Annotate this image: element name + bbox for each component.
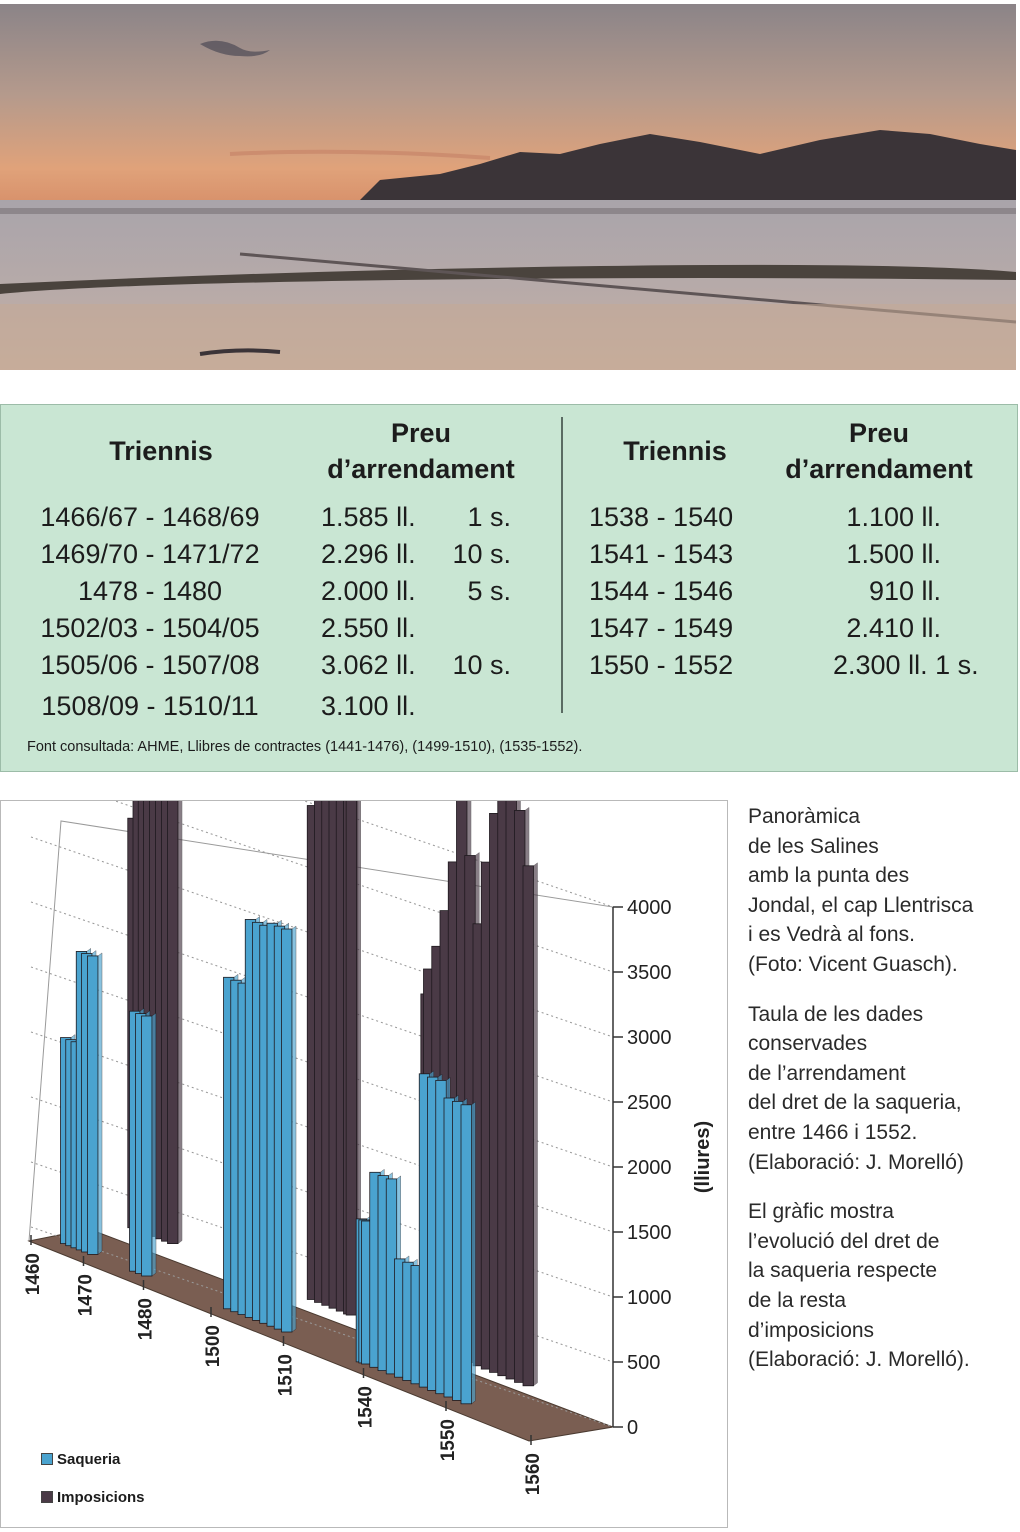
cell-ll: 2.550 ll. [321,613,416,643]
header-preu-right-line2: d’arrendament [785,454,973,484]
y-tick-label: 500 [627,1352,661,1374]
header-preu-left-line1: Preu [390,418,452,448]
cell-s: 1 s. [467,502,511,532]
bar-chart-3d [1,801,727,1527]
bar-saqueria [88,953,103,1254]
panorama-photo [0,4,1016,370]
cell-s: 5 s. [467,576,511,606]
chart-panel [0,800,728,1528]
cell-triennis: 1478 - 1480 [77,576,223,606]
cell-preu: 1.500 ll. [846,539,941,569]
arrendament-table [0,404,1018,772]
table-source-note: Font consultada: AHME, Llibres de contractes (1441-1476), (1499-1510), (1535-1552). [27,739,583,755]
y-tick-label: 3000 [627,1027,672,1049]
cell-triennis: 1547 - 1549 [589,613,734,643]
x-tick-label: 1480 [135,1298,157,1341]
cell-preu: 910 ll. [868,576,941,606]
cell-ll: 1.585 ll. [321,502,416,532]
cell-triennis: 1469/70 - 1471/72 [40,539,260,569]
cell-triennis: 1538 - 1540 [589,502,734,532]
y-tick-label: 0 [627,1417,639,1439]
cell-triennis: 1544 - 1546 [589,576,734,606]
captions [748,802,1016,1395]
cell-preu: 2.410 ll. [846,613,941,643]
cell-triennis: 1502/03 - 1504/05 [40,613,260,643]
y-tick-label: 4000 [627,897,672,919]
caption-table: Taula de les dades conservades de l’arrendament del dret de la saqueria, entre 1466 i 1552. (Elaboració: J. Morelló) [748,1002,964,1174]
cell-triennis: 1505/06 - 1507/08 [40,650,260,680]
x-tick-label: 1500 [203,1325,224,1368]
bar-imposicions [168,801,183,1244]
y-tick-label: 3500 [627,962,672,984]
x-tick-label: 1470 [75,1274,97,1317]
chart-legend [41,1449,145,1525]
bar-saqueria [142,1013,157,1276]
cell-s: 10 s. [452,650,511,680]
x-tick-label: 1550 [438,1419,459,1462]
column-divider [561,417,563,713]
header-preu-left-line2: d’arrendament [327,454,515,484]
x-tick-label: 1560 [523,1453,544,1496]
bar-imposicions [523,863,538,1386]
header-triennis-right: Triennis [623,436,727,466]
caption-photo: Panoràmica de les Salines amb la punta des Jondal, el cap Llentrisca i es Vedrà al fons. (Foto: Vicent Guasch). [748,805,974,976]
x-tick-label: 1540 [355,1386,377,1429]
cell-preu: 2.300 ll. 1 s. [833,650,979,680]
cell-preu: 1.100 ll. [846,502,941,532]
x-tick-label: 1460 [23,1253,44,1296]
header-preu-right-line1: Preu [848,418,910,448]
y-tick-label: 1000 [627,1287,672,1309]
bar-saqueria [282,926,297,1332]
cell-triennis: 1550 - 1552 [589,650,734,680]
cell-ll: 2.000 ll. [321,576,416,606]
caption-chart: El gràfic mostra l’evolució del dret de la saqueria respecte de la resta d’imposicions (Elaboració: J. Morelló). [748,1200,970,1372]
legend-label-imposicions: Imposicions [57,1488,145,1506]
cell-ll: 3.062 ll. [321,650,416,680]
legend-label-saqueria: Saqueria [57,1450,121,1468]
y-tick-label: 2000 [627,1157,672,1179]
cell-triennis: 1508/09 - 1510/11 [41,691,259,721]
y-axis-label: (lliures) [692,1120,714,1194]
legend-item-saqueria [41,1449,145,1469]
legend-swatch-imposicions [41,1491,53,1503]
cell-triennis: 1466/67 - 1468/69 [40,502,260,532]
legend-item-imposicions [41,1487,145,1507]
y-tick-label: 1500 [627,1222,672,1244]
header-triennis-left: Triennis [109,436,213,466]
y-tick-label: 2500 [627,1092,672,1114]
x-tick-label: 1510 [275,1354,297,1397]
legend-swatch-saqueria [41,1453,53,1465]
cell-triennis: 1541 - 1543 [589,539,734,569]
cell-ll: 2.296 ll. [321,539,416,569]
bar-saqueria [461,1102,476,1404]
cell-ll: 3.100 ll. [321,691,416,721]
cell-s: 10 s. [452,539,511,569]
